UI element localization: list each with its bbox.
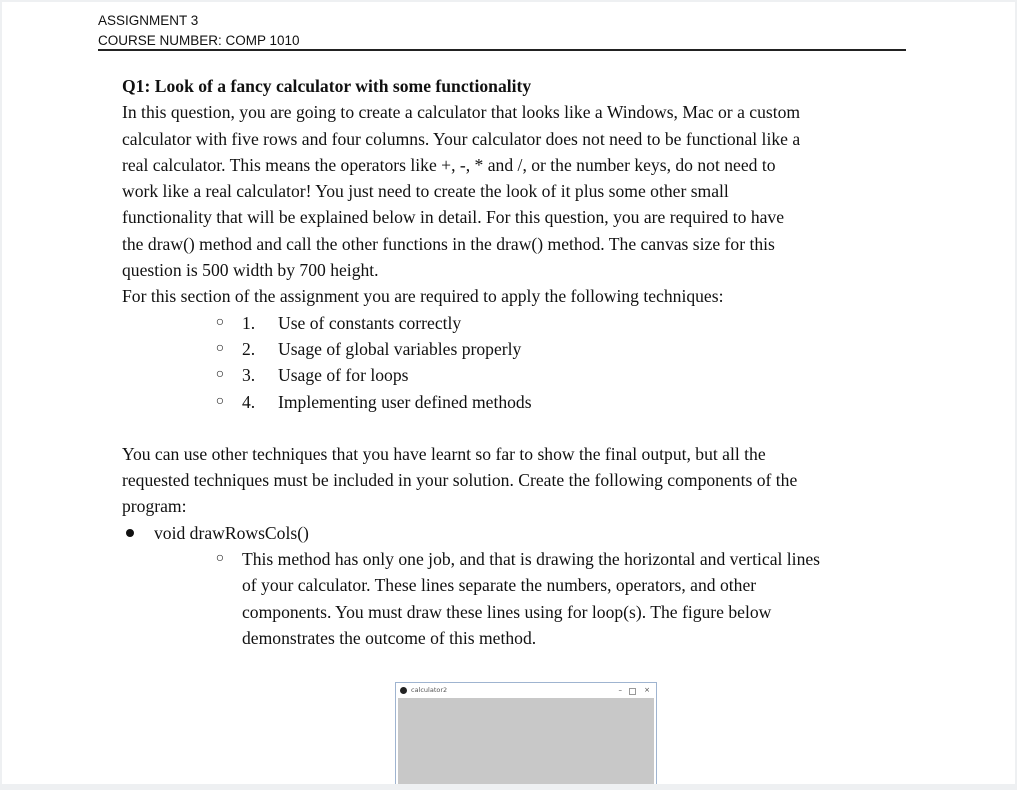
hollow-bullet-icon: ○ (215, 314, 225, 330)
intro-paragraph (122, 99, 922, 283)
calculator-canvas (398, 698, 654, 784)
techniques-list (122, 310, 922, 415)
method-description (122, 546, 922, 651)
item-text: Usage of global variables properly (278, 338, 522, 359)
paragraph-line: question is 500 width by 700 height. (122, 260, 379, 281)
paragraph-line: real calculator. This means the operators like +, -, * and /, or the number keys, do not need to (122, 154, 776, 175)
list-item (122, 336, 922, 362)
assignment-label: ASSIGNMENT 3 (98, 13, 199, 28)
description-line: This method has only one job, and that is drawing the horizontal and vertical lines (242, 549, 821, 570)
calculator-window-figure (395, 682, 657, 784)
document-page (2, 2, 1015, 784)
close-icon: × (644, 686, 650, 694)
window-title: calculator2 (411, 686, 448, 694)
list-item (122, 310, 922, 336)
description-line: demonstrates the outcome of this method. (242, 627, 537, 648)
spacer (122, 415, 922, 441)
item-text: Use of constants correctly (278, 312, 462, 333)
description-line: components. You must draw these lines using for loop(s). The figure below (242, 601, 772, 622)
components-paragraph (122, 441, 922, 520)
item-number: 3. (242, 365, 256, 386)
paragraph-line: work like a real calculator! You just need to create the look of it plus some other small (122, 181, 729, 202)
list-item (122, 362, 922, 388)
window-titlebar (396, 683, 656, 698)
paragraph-line: You can use other techniques that you have learnt so far to show the final output, but all the (122, 443, 766, 464)
question-title: Q1: Look of a fancy calculator with some functionality (122, 76, 532, 96)
app-icon (400, 687, 407, 694)
maximize-icon (629, 688, 636, 695)
minimize-icon: – (618, 686, 622, 694)
techniques-intro: For this section of the assignment you are required to apply the following techniques: (122, 286, 724, 307)
paragraph-line: the draw() method and call the other functions in the draw() method. The canvas size for this (122, 233, 775, 254)
method-name: void drawRowsCols() (154, 522, 309, 543)
paragraph-line: program: (122, 496, 187, 517)
item-text: Usage of for loops (278, 365, 409, 386)
course-number: COURSE NUMBER: COMP 1010 (98, 33, 300, 48)
document-header (98, 11, 906, 51)
paragraph-line: requested techniques must be included in your solution. Create the following components of the (122, 470, 798, 491)
description-line: of your calculator. These lines separate the numbers, operators, and other (242, 575, 757, 596)
item-number: 4. (242, 391, 256, 412)
list-item (122, 389, 922, 415)
item-number: 2. (242, 338, 256, 359)
question-body (122, 73, 922, 651)
solid-bullet-icon (126, 529, 134, 537)
paragraph-line: In this question, you are going to create a calculator that looks like a Windows, Mac or a custom (122, 102, 801, 123)
paragraph-line: functionality that will be explained below in detail. For this question, you are required to have (122, 207, 785, 228)
hollow-bullet-icon: ○ (215, 551, 225, 567)
header-divider (98, 49, 906, 51)
hollow-bullet-icon: ○ (215, 367, 225, 383)
method-bullet (122, 520, 922, 546)
item-text: Implementing user defined methods (278, 391, 532, 412)
hollow-bullet-icon: ○ (215, 393, 225, 409)
item-number: 1. (242, 312, 256, 333)
hollow-bullet-icon: ○ (215, 340, 225, 356)
paragraph-line: calculator with five rows and four columns. Your calculator does not need to be functional like a (122, 128, 801, 149)
